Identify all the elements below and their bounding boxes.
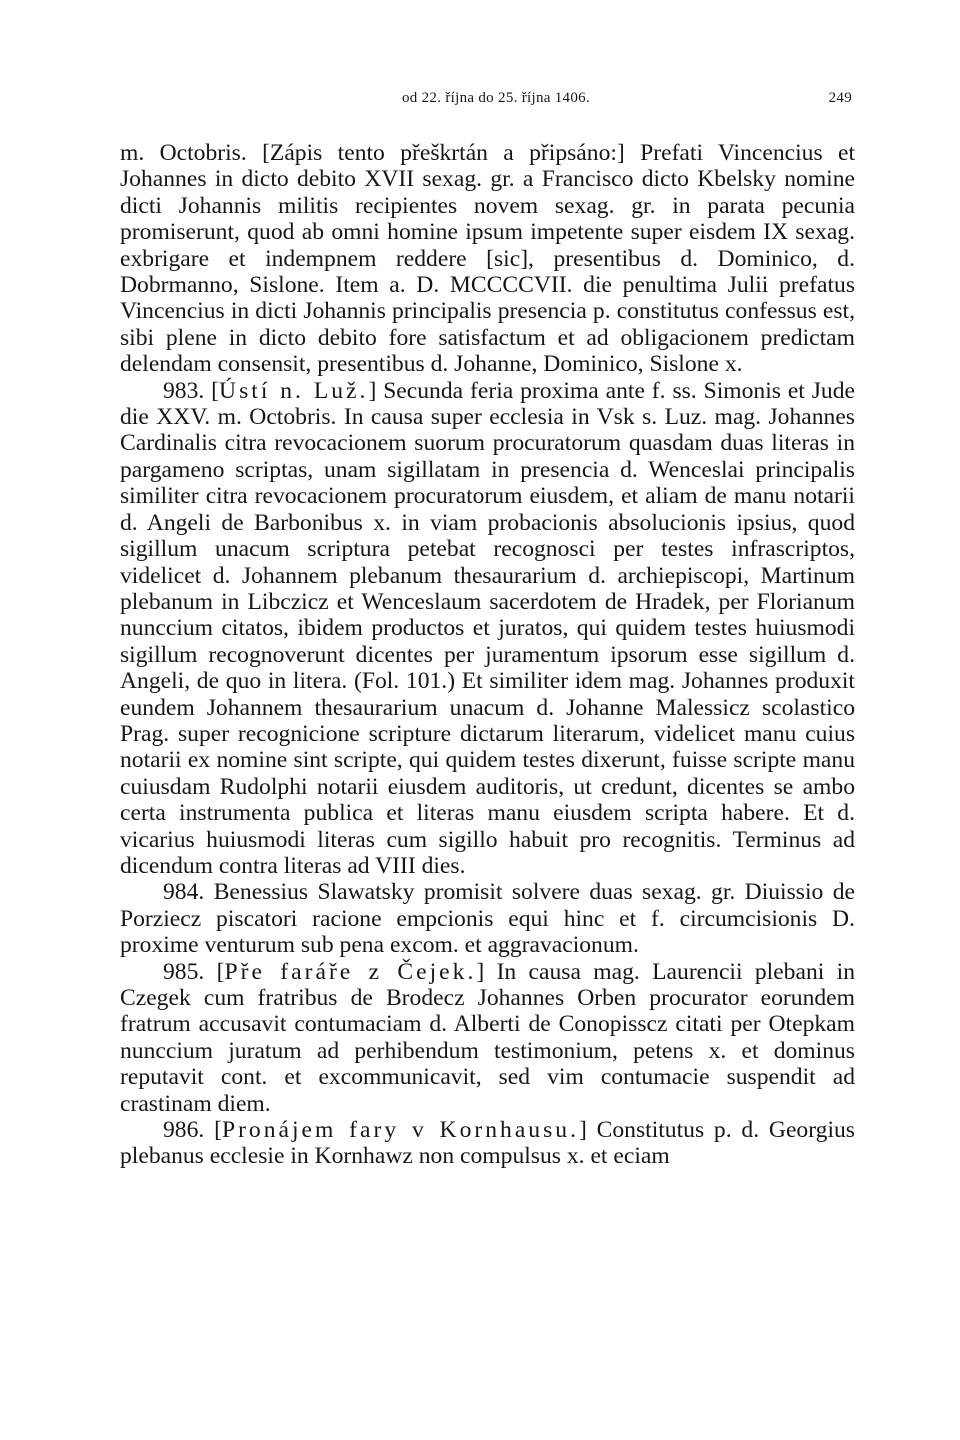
entry-text: Benessius Slawatsky promisit solvere duas sexag. gr. Diuissio de Porziecz piscatori racione empcionis equi hinc et f. circumcisionis D. proxime venturum sub pena excom. et aggravacionum. — [120, 879, 855, 959]
entry-text: Constitutus p. d. Georgius plebanus ecclesie in Kornhawz non compulsus x. et eciam — [120, 1117, 855, 1170]
entry-heading: Pronájem fary v Kornhausu. — [221, 1117, 579, 1144]
entry-983: 983. [Ústí n. Luž.] Secunda feria proxima ante f. ss. Simonis et Jude die XXV. m. Octobris. In causa super ecclesia in Vsk s. Luz. mag. Johannes Cardinalis citra revocacionem suorum procuratorum quasdam duas literas in pargameno scriptas, unam sigillatam in presencia d. Wenceslai principalis similiter citra revocacionem procuratorum eiusdem, et aliam de manu notarii d. Angeli de Barbonibus x. in viam probacionis absolucionis ipsius, quod sigillum unacum scriptura petebat recognosci per testes infrascriptos, videlicet d. Johannem plebanum thesaurarium d. archiepiscopi, Martinum plebanum in Libczicz et Wenceslaum sacerdotem de Hradek, per Florianum nunccium citatos, ibidem productos et juratos, qui quidem testes huiusmodi sigillum recognoverunt dicentes per juramentum ipsorum esse sigillum d. Angeli, de quo in litera. (Fol. 101.) Et similiter idem mag. Johannes produxit eundem Johannem thesaurarium unacum d. Johanne Malessicz scolastico Prag. super recognicione scripture dictarum literarum, videlicet manu cuius notarii ex nomine sint scripte, qui quidem testes dixerunt, fuisse scripte manu cuiusdam Rudolphi notarii eiusdem auditoris, ut credunt, dicentes se ambo certa instrumenta publica et literas manu eiusdem scripta habere. Et d. vicarius huiusmodi literas cum sigillo habuit pro recognitis. Terminus ad dicendum contra literas ad VIII dies. — [120, 377, 855, 879]
entry-number: 986. — [163, 1117, 205, 1144]
body-text — [120, 140, 855, 1170]
entry-text: Secunda feria proxima ante f. ss. Simonis et Jude die XXV. m. Octobris. In causa super ecclesia in Vsk s. Luz. mag. Johannes Cardinalis citra revocacionem suorum procuratorum quasdam duas literas in pargameno scriptas, unam sigillatam in presencia d. Wenceslai principalis similiter citra revocacionem procuratorum eiusdem, et aliam de manu notarii d. Angeli de Barbonibus x. in viam probacionis absolucionis ipsius, quod sigillum unacum scriptura petebat recognosci per testes infrascriptos, videlicet d. Johannem plebanum thesaurarium d. archiepiscopi, Martinum plebanum in Libczicz et Wenceslaum sacerdotem de Hradek, per Florianum nunccium citatos, ibidem productos et juratos, qui quidem testes huiusmodi sigillum recognoverunt dicentes per juramentum ipsorum esse sigillum d. Angeli, de quo in litera. (Fol. 101.) Et similiter idem mag. Johannes produxit eundem Johannem thesaurarium unacum d. Johanne Malessicz scolastico Prag. super recognicione scripture dictarum literarum, videlicet manu cuius notarii ex nomine sint scripte, qui quidem testes dixerunt, fuisse scripte manu cuiusdam Rudolphi notarii eiusdem auditoris, ut credunt, dicentes se ambo certa instrumenta publica et literas manu eiusdem scripta habere. Et d. vicarius huiusmodi literas cum sigillo habuit pro recognitis. Terminus ad dicendum contra literas ad VIII dies. — [120, 377, 855, 879]
entry-number: 984. — [163, 879, 205, 906]
page-number: 249 — [828, 90, 852, 106]
entry-984 — [120, 879, 855, 958]
entry-number: 983. — [163, 377, 205, 404]
paragraph-continuation — [120, 140, 855, 378]
entry-heading: Ústí n. Luž. — [219, 377, 369, 404]
entry-986: 986. [Pronájem fary v Kornhausu.] Constitutus p. d. Georgius plebanus ecclesie in Kornhawz non compulsus x. et eciam — [120, 1117, 855, 1170]
entry-number: 985. — [163, 958, 205, 985]
entry-heading: Pře faráře z Čejek. — [224, 958, 477, 985]
paragraph-text: m. Octobris. [Zápis tento přeškrtán a připsáno:] Prefati Vincencius et Johannes in dicto debito XVII sexag. gr. a Francisco dicto Kbelsky nomine dicti Johannis militis recipientes novem sexag. gr. in parata pecunia promiserunt, quod ab omni homine ipsum impetente super eisdem IX sexag. exbrigare et indempnem reddere [sic], presentibus d. Dominico, d. Dobrmanno, Sislone. Item a. D. MCCCCVII. die penultima Julii prefatus Vincencius in dicti Johannis principalis presencia p. constitutus confessus est, sibi plene in dicto debito fore satisfactum et ad obligacionem predictam delendam consensit, presentibus d. Johanne, Dominico, Sislone x. — [120, 140, 855, 378]
entry-text: In causa mag. Laurencii plebani in Czegek cum fratribus de Brodecz Johannes Orben procurator eorundem fratrum accusavit contumaciam d. Alberti de Conopissсz citati per Otepkam nunccium juratum ad perhibendum testimonium, petens x. et dominus reputavit cont. et excommunicavit, sed vim contumacie suspendit ad crastinam diem. — [120, 958, 855, 1117]
running-head — [120, 90, 852, 114]
entry-985: 985. [Pře faráře z Čejek.] In causa mag. Laurencii plebani in Czegek cum fratribus de Brodecz Johannes Orben procurator eorundem fratrum accusavit contumaciam d. Alberti de Conopissсz citati per Otepkam nunccium juratum ad perhibendum testimonium, petens x. et dominus reputavit cont. et excommunicavit, sed vim contumacie suspendit ad crastinam diem. — [120, 958, 855, 1117]
running-title: od 22. října do 25. října 1406. — [401, 90, 591, 106]
